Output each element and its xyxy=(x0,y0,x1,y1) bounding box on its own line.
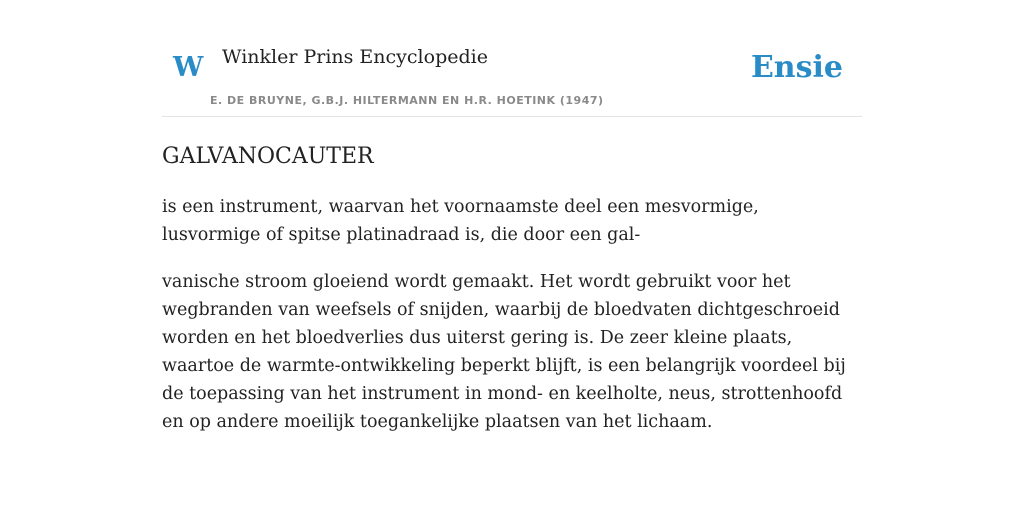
source-authors: E. DE BRUYNE, G.B.J. HILTERMANN EN H.R. HOETINK (1947) xyxy=(210,94,604,107)
winkler-prins-logo-icon[interactable]: W xyxy=(173,52,204,83)
source-header xyxy=(162,0,862,117)
source-title[interactable]: Winkler Prins Encyclopedie xyxy=(222,46,488,68)
page xyxy=(162,0,862,436)
entry-title: GALVANOCAUTER xyxy=(162,144,374,169)
entry-paragraph: vanische stroom gloeiend wordt gemaakt. Het wordt gebruikt voor het wegbranden van weefsels of snijden, waarbij de bloedvaten dichtgeschroeid worden en het bloedverlies dus uiterst gering is. De zeer kleine plaats, waartoe de warmte-ontwikkeling beperkt blijft, is een belangrijk voordeel bij de toepassing van het instrument in mond- en keelholte, neus, strottenhoofd en op andere moeilijk toegankelijke plaatsen van het lichaam. xyxy=(162,272,846,432)
entry-paragraph: is een instrument, waarvan het voornaamste deel een mesvormige, lusvormige of spitse platinadraad is, die door een gal- xyxy=(162,197,759,245)
ensie-logo-link[interactable]: Ensie xyxy=(750,50,843,85)
